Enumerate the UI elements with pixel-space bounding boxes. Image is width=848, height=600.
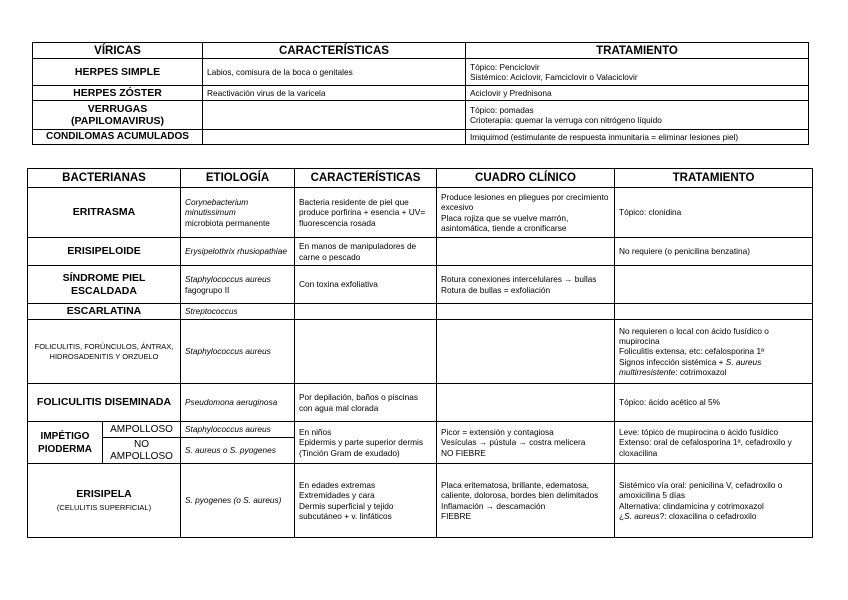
condilomas-caract xyxy=(203,130,466,145)
erisipeloide-etiologia: Erysipelothrix rhusiopathiae xyxy=(181,238,295,266)
verrugas-trat: Tópico: pomadas Crioterapia: quemar la verruga con nitrógeno líquido xyxy=(466,101,809,130)
table-row xyxy=(28,320,813,384)
erisipeloide-caract: En manos de manipuladores de carne o pescado xyxy=(295,238,437,266)
herpes-zoster-trat: Aciclovir y Prednisona xyxy=(466,86,809,101)
erisipeloide-name: ERISIPELOIDE xyxy=(28,238,181,266)
table-row xyxy=(28,384,813,422)
erisipeloide-clinico xyxy=(437,238,615,266)
table-row xyxy=(28,422,813,438)
eritrasma-etio-rest: microbiota permanente xyxy=(185,217,270,228)
eritrasma-clinico: Produce lesiones en pliegues por crecimiento excesivo Placa rojiza que se vuelve marrón, asintomática, tiende a cronificarse xyxy=(437,188,615,238)
impetigo-trat: Leve: tópico de mupirocina o ácido fusídico Extenso: oral de cefalosporina 1ª, cefadroxilo y cloxacilina xyxy=(615,422,813,464)
condilomas-name: CONDILOMAS ACUMULADOS xyxy=(33,130,203,145)
diseminada-name: FOLICULITIS DISEMINADA xyxy=(28,384,181,422)
sindrome-clinico: Rotura conexiones intercelulares → bullas Rotura de bullas = exfoliación xyxy=(437,266,615,304)
erisipela-trat-end: ?: cloxacilina o cefadroxilo xyxy=(659,510,757,521)
table-row xyxy=(28,188,813,238)
erisipela-clinico: Placa eritematosa, brillante, edematosa, caliente, dolorosa, bordes bien delimitados Inflamación → descamación FIEBRE xyxy=(437,464,615,538)
foliculitis-clinico xyxy=(437,320,615,384)
table-row xyxy=(28,464,813,538)
sindrome-caract: Con toxina exfoliativa xyxy=(295,266,437,304)
herpes-simple-trat: Tópico: Penciclovir Sistémico: Aciclovir, Famciclovir o Valaciclovir xyxy=(466,59,809,86)
sindrome-trat xyxy=(615,266,813,304)
header-cuadro-clinico: CUADRO CLÍNICO xyxy=(437,169,615,188)
erisipela-name: ERISIPELA xyxy=(76,487,132,500)
viricas-header-row xyxy=(33,43,809,59)
header-tratamiento: TRATAMIENTO xyxy=(466,43,809,59)
sindrome-name: SÍNDROME PIEL ESCALDADA xyxy=(28,266,181,304)
herpes-simple-caract: Labios, comisura de la boca o genitales xyxy=(203,59,466,86)
erisipela-name-cell xyxy=(28,464,181,538)
erisipela-sub: (CELULITIS SUPERFICIAL) xyxy=(56,502,152,512)
foliculitis-caract xyxy=(295,320,437,384)
herpes-zoster-caract: Reactivación virus de la varicela xyxy=(203,86,466,101)
verrugas-caract xyxy=(203,101,466,130)
escarlatina-clinico xyxy=(437,304,615,320)
foliculitis-trat xyxy=(615,320,813,384)
erisipela-caract: En edades extremas Extremidades y cara Dermis superficial y tejido subcutáneo + v. linfáticos xyxy=(295,464,437,538)
sindrome-etio-italic: Staphylococcus aureus xyxy=(185,274,271,285)
verrugas-name: VERRUGAS (PAPILOMAVIRUS) xyxy=(33,101,203,130)
table-row xyxy=(28,266,813,304)
erisipela-trat xyxy=(615,464,813,538)
eritrasma-etio-italic: Corynebacterium minutissimum xyxy=(185,197,249,218)
escarlatina-trat xyxy=(615,304,813,320)
foliculitis-trat-italic: S. aureus multirresistente xyxy=(619,356,762,377)
viricas-table xyxy=(32,42,809,145)
impetigo-etiologia-2: S. aureus o S. pyogenes xyxy=(181,438,295,464)
table-row xyxy=(28,304,813,320)
table-row xyxy=(33,101,809,130)
impetigo-caract: En niños Epidermis y parte superior dermis (Tinción Gram de exudado) xyxy=(295,422,437,464)
foliculitis-trat-text: No requieren o local con ácido fusídico o mupirocina Foliculitis extensa, etc: cefalosporina 1ª Signos infección sistémica + xyxy=(619,325,769,367)
eritrasma-name: ERITRASMA xyxy=(28,188,181,238)
eritrasma-caract: Bacteria residente de piel que produce porfirina + esencia + UV= fluorescencia rosada xyxy=(295,188,437,238)
header-viricas: VÍRICAS xyxy=(33,43,203,59)
foliculitis-trat-end: : cotrimoxazol xyxy=(675,366,727,377)
impetigo-sub-ampolloso: AMPOLLOSO xyxy=(103,422,181,438)
impetigo-etiologia-1: Staphylococcus aureus xyxy=(181,422,295,438)
erisipela-etiologia: S. pyogenes (o S. aureus) xyxy=(181,464,295,538)
eritrasma-trat: Tópico: clonidina xyxy=(615,188,813,238)
bacterianas-table xyxy=(27,168,813,538)
sindrome-etio-rest: fagogrupo II xyxy=(185,284,230,295)
table-row xyxy=(33,130,809,145)
header-caracteristicas: CARACTERÍSTICAS xyxy=(295,169,437,188)
diseminada-etiologia: Pseudomona aeruginosa xyxy=(181,384,295,422)
herpes-simple-name: HERPES SIMPLE xyxy=(33,59,203,86)
header-tratamiento: TRATAMIENTO xyxy=(615,169,813,188)
table-row xyxy=(33,86,809,101)
diseminada-caract: Por depilación, baños o piscinas con agua mal clorada xyxy=(295,384,437,422)
escarlatina-caract xyxy=(295,304,437,320)
table-row xyxy=(33,59,809,86)
sindrome-etiologia xyxy=(181,266,295,304)
foliculitis-name: FOLICULITIS, FORÚNCULOS, ÁNTRAX, HIDROSADENITIS Y ORZUELO xyxy=(28,320,181,384)
erisipeloide-trat: No requiere (o penicilina benzatina) xyxy=(615,238,813,266)
diseminada-trat: Tópico: ácido acético al 5% xyxy=(615,384,813,422)
impetigo-name: IMPÉTIGO PIODERMA xyxy=(28,422,103,464)
header-caracteristicas: CARACTERÍSTICAS xyxy=(203,43,466,59)
table-row xyxy=(28,238,813,266)
escarlatina-etiologia: Streptococcus xyxy=(181,304,295,320)
erisipela-trat-text: Sistémico vía oral: penicilina V, cefadroxilo o amoxicilina 5 días Alternativa: clindamicina y cotrimoxazol ¿ xyxy=(619,480,783,521)
eritrasma-etiologia xyxy=(181,188,295,238)
impetigo-sub-no-ampolloso: NO AMPOLLOSO xyxy=(103,438,181,464)
impetigo-clinico: Picor = extensión y contagiosa Vesículas → pústula → costra melicera NO FIEBRE xyxy=(437,422,615,464)
bacterianas-header-row xyxy=(28,169,813,188)
erisipela-trat-italic: S. aureus xyxy=(624,510,660,521)
herpes-zoster-name: HERPES ZÓSTER xyxy=(33,86,203,101)
header-etiologia: ETIOLOGÍA xyxy=(181,169,295,188)
escarlatina-name: ESCARLATINA xyxy=(28,304,181,320)
foliculitis-etiologia: Staphylococcus aureus xyxy=(181,320,295,384)
diseminada-clinico xyxy=(437,384,615,422)
condilomas-trat: Imiquimod (estimulante de respuesta inmunitaria = eliminar lesiones piel) xyxy=(466,130,809,145)
header-bacterianas: BACTERIANAS xyxy=(28,169,181,188)
